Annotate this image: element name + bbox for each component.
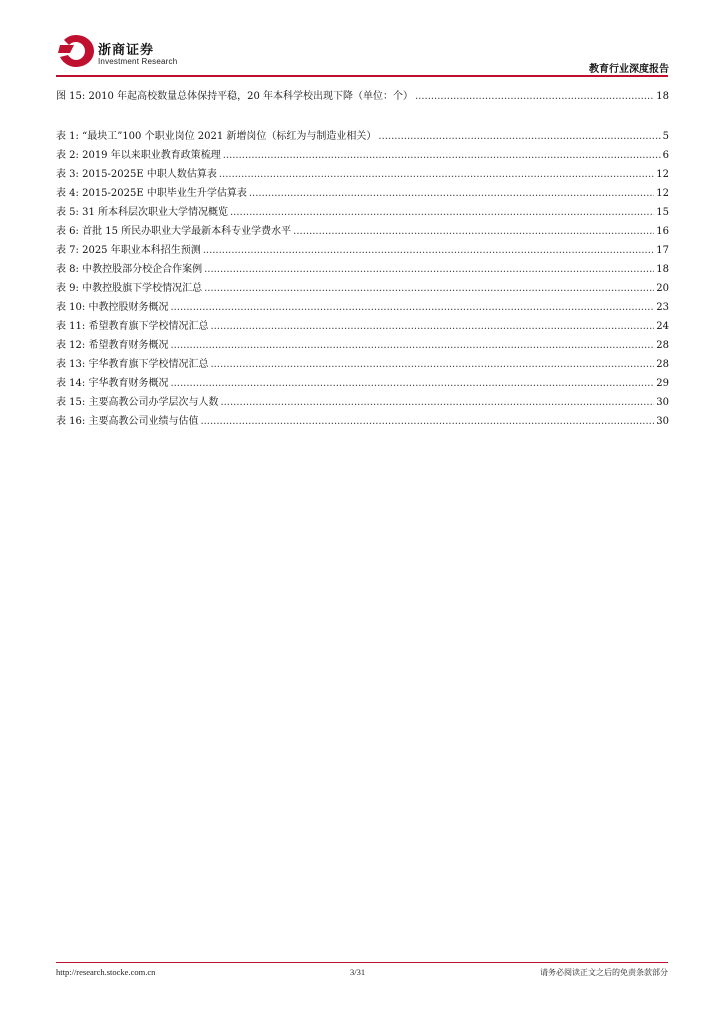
toc-entry-label: 图 15: 2010 年起高校数量总体保持平稳，20 年本科学校出现下降（单位：个） — [56, 91, 413, 102]
toc-entry-page: 6 — [662, 150, 669, 161]
toc-entry-page: 24 — [656, 321, 669, 332]
toc-entry-page: 15 — [656, 207, 669, 218]
toc-entry-label: 表 12: 希望教育财务概况 — [56, 340, 169, 351]
toc-leader — [200, 415, 654, 429]
toc-leader — [220, 396, 654, 410]
toc-leader — [170, 377, 654, 391]
toc-entry-table-9[interactable] — [56, 282, 669, 296]
page-header — [0, 0, 724, 80]
toc-entry-label: 表 3: 2015-2025E 中职人数估算表 — [56, 169, 217, 180]
toc-entry-label: 表 7: 2025 年职业本科招生预测 — [56, 245, 201, 256]
toc-entry-page: 18 — [656, 264, 669, 275]
toc-entry-table-12[interactable] — [56, 339, 669, 353]
toc-entry-table-5[interactable] — [56, 206, 669, 220]
toc-entry-table-14[interactable] — [56, 377, 669, 391]
toc-leader — [219, 168, 654, 182]
report-type: 教育行业深度报告 — [589, 64, 669, 75]
toc-leader — [170, 301, 654, 315]
toc-entry-figure-15[interactable] — [56, 90, 669, 104]
toc-leader — [203, 244, 655, 258]
toc-entry-table-6[interactable] — [56, 225, 669, 239]
toc-entry-label: 表 16: 主要高教公司业绩与估值 — [56, 416, 199, 427]
toc-entry-label: 表 13: 宇华教育旗下学校情况汇总 — [56, 359, 209, 370]
toc-entry-table-8[interactable] — [56, 263, 669, 277]
toc-entry-page: 5 — [662, 131, 669, 142]
toc-leader — [204, 282, 654, 296]
toc-entry-page: 28 — [656, 359, 669, 370]
toc-entry-page: 30 — [656, 397, 669, 408]
brand-name-cn: 浙商证券 — [98, 43, 155, 58]
toc-entry-label: 表 9: 中教控股旗下学校情况汇总 — [56, 283, 203, 294]
toc-entry-table-2[interactable] — [56, 149, 669, 163]
toc-leader — [210, 358, 654, 372]
footer-url-link[interactable]: http://research.stocke.com.cn — [56, 967, 156, 977]
toc-entry-page: 28 — [656, 340, 669, 351]
toc-entry-page: 20 — [656, 283, 669, 294]
toc-entry-page: 30 — [656, 416, 669, 427]
toc-entry-label: 表 2: 2019 年以来职业教育政策梳理 — [56, 150, 221, 161]
footer-page-number: 3/31 — [350, 967, 366, 977]
header-divider — [56, 75, 668, 77]
toc-entry-page: 12 — [656, 188, 669, 199]
toc-entry-label: 表 5: 31 所本科层次职业大学情况概览 — [56, 207, 228, 218]
toc-entry-table-7[interactable] — [56, 244, 669, 258]
toc-entry-table-11[interactable] — [56, 320, 669, 334]
brand-name-en: Investment Research — [98, 57, 178, 66]
toc-entry-page: 12 — [656, 169, 669, 180]
toc-entry-label: 表 4: 2015-2025E 中职毕业生升学估算表 — [56, 188, 247, 199]
toc-entry-table-10[interactable] — [56, 301, 669, 315]
toc-entry-label: 表 11: 希望教育旗下学校情况汇总 — [56, 321, 209, 332]
toc-entry-page: 23 — [656, 302, 669, 313]
toc-entry-label: 表 15: 主要高教公司办学层次与人数 — [56, 397, 219, 408]
toc-entry-page: 16 — [656, 226, 669, 237]
toc-leader — [223, 149, 661, 163]
toc-entry-table-3[interactable] — [56, 168, 669, 182]
toc-leader — [249, 187, 654, 201]
toc-entry-label: 表 8: 中教控股部分校企合作案例 — [56, 264, 203, 275]
toc-entry-table-15[interactable] — [56, 396, 669, 410]
toc-entry-label: 表 14: 宇华教育财务概况 — [56, 378, 169, 389]
toc-leader — [293, 225, 654, 239]
toc-entry-table-13[interactable] — [56, 358, 669, 372]
toc-entry-page: 18 — [656, 91, 669, 102]
toc-entry-page: 29 — [656, 378, 669, 389]
toc-leader — [230, 206, 654, 220]
footer-disclaimer: 请务必阅读正文之后的免责条款部分 — [540, 968, 668, 977]
toc-leader — [415, 90, 654, 104]
toc-entry-label: 表 10: 中教控股财务概况 — [56, 302, 169, 313]
footer-divider — [56, 962, 668, 963]
toc-entry-label: 表 1: “最块工”100 个职业岗位 2021 新增岗位（标红为与制造业相关） — [56, 131, 377, 142]
toc-entry-page: 17 — [656, 245, 669, 256]
toc-entry-label: 表 6: 首批 15 所民办职业大学最新本科专业学费水平 — [56, 226, 292, 237]
toc-entry-table-4[interactable] — [56, 187, 669, 201]
toc-entry-table-1[interactable] — [56, 130, 669, 144]
toc-leader — [210, 320, 654, 334]
toc-leader — [204, 263, 654, 277]
toc-leader — [378, 130, 660, 144]
toc-leader — [170, 339, 654, 353]
stocke-logo-icon — [56, 33, 96, 69]
toc-entry-table-16[interactable] — [56, 415, 669, 429]
